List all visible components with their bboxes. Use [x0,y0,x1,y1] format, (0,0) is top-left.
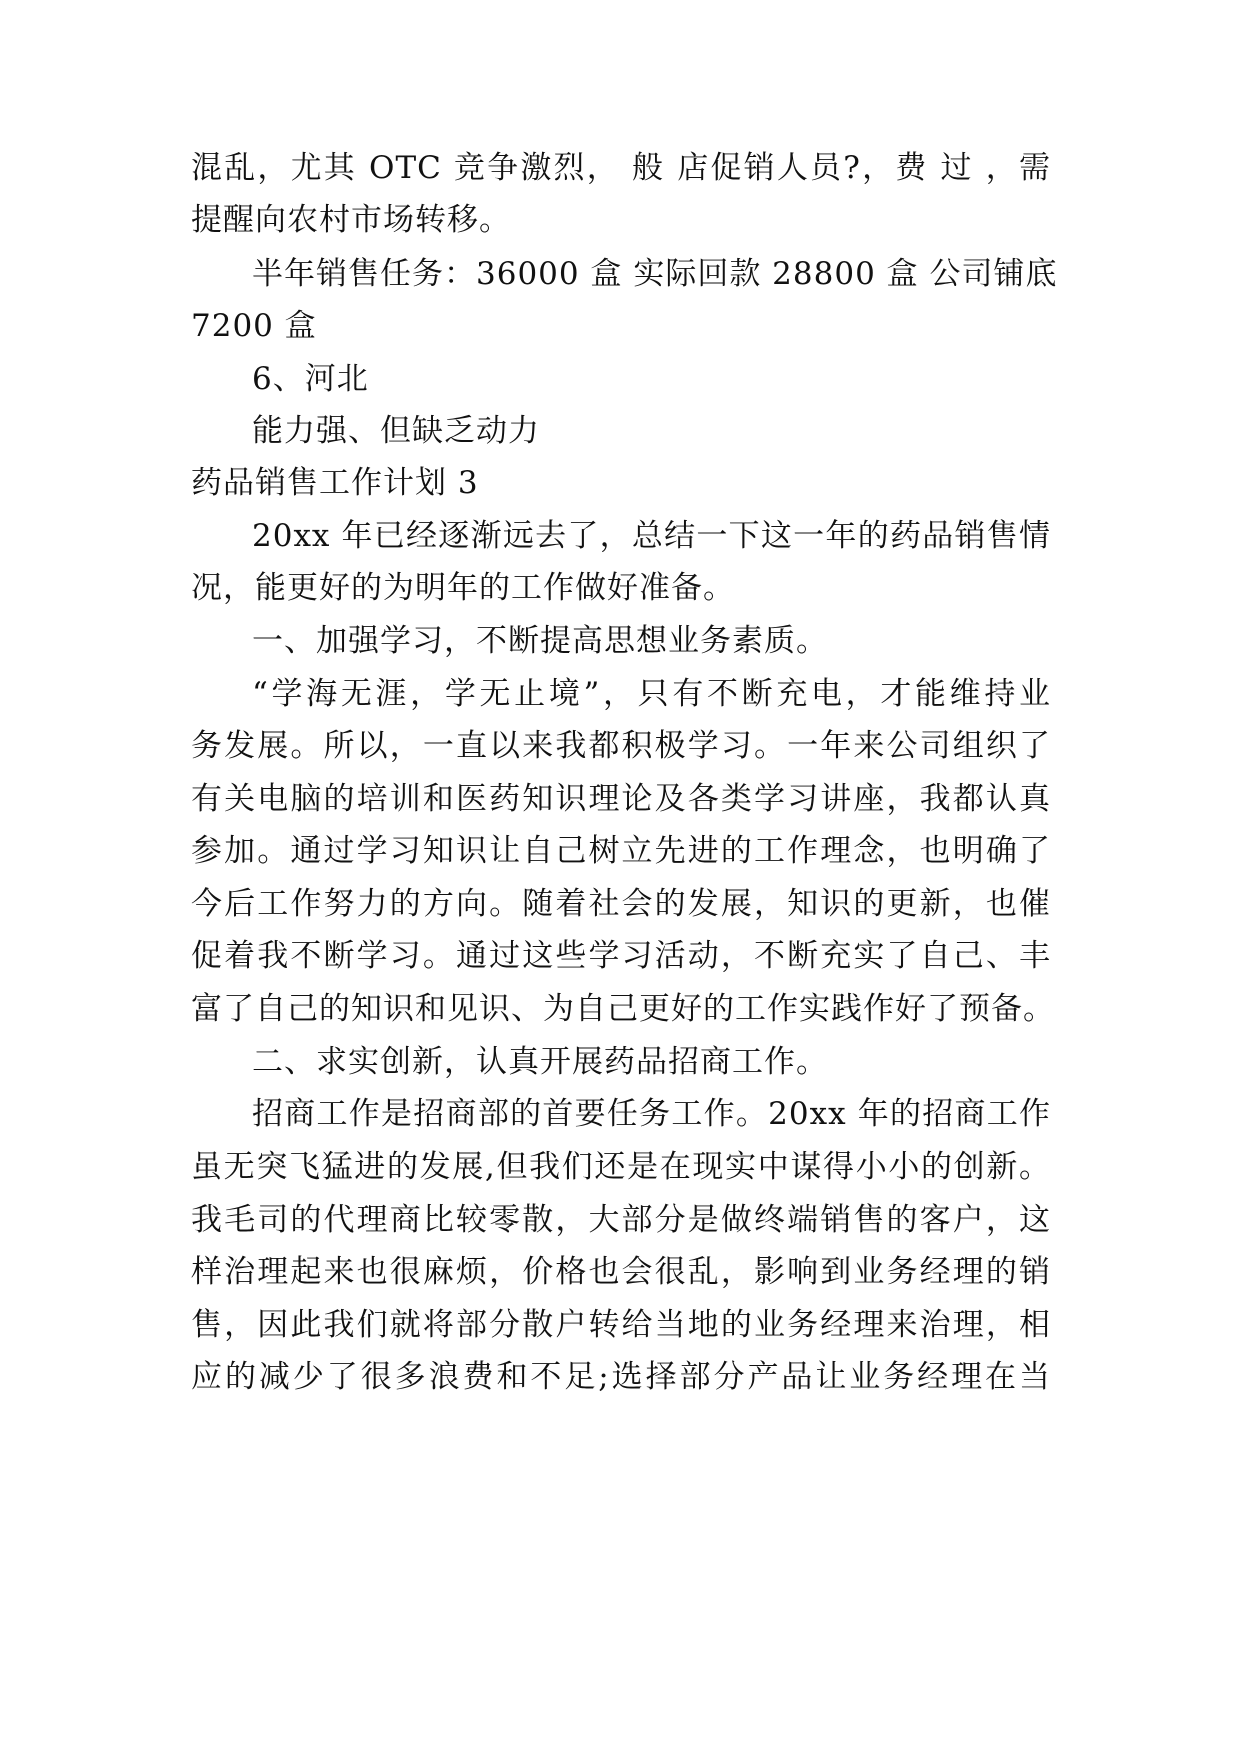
text-line: 促着我不断学习。通过这些学习活动，不断充实了自己、丰 [191,938,1051,974]
text-line: “学海无涯，学无止境”，只有不断充电，才能维持业 [252,676,1051,712]
text-line: 招商工作是招商部的首要任务工作。20xx 年的招商工作 [252,1096,1051,1132]
text-line: 20xx 年已经逐渐远去了，总结一下这一年的药品销售情 [252,518,1051,554]
text-line: 样治理起来也很麻烦，价格也会很乱，影响到业务经理的销 [191,1254,1051,1290]
text-line: 虽无突飞猛进的发展,但我们还是在现实中谋得小小的创新。 [191,1149,1051,1185]
text-line: 参加。通过学习知识让自己树立先进的工作理念，也明确了 [191,833,1051,869]
text-line: 提醒向农村市场转移。 [191,202,511,238]
text-line: 有关电脑的培训和医药知识理论及各类学习讲座，我都认真 [191,781,1051,817]
text-line: 能力强、但缺乏动力 [252,413,540,449]
text-line: 7200 盒 [191,308,317,344]
text-line: 务发展。所以，一直以来我都积极学习。一年来公司组织了 [191,728,1051,764]
text-line: 富了自己的知识和见识、为自己更好的工作实践作好了预备。 [191,991,1055,1027]
section-heading: 二、求实创新，认真开展药品招商工作。 [252,1044,828,1080]
section-heading: 一、加强学习，不断提高思想业务素质。 [252,623,828,659]
text-line: 今后工作努力的方向。随着社会的发展，知识的更新，也催 [191,886,1051,922]
text-line: 况，能更好的为明年的工作做好准备。 [191,570,735,606]
text-line: 应的减少了很多浪费和不足;选择部分产品让业务经理在当 [191,1359,1051,1395]
text-line: 我毛司的代理商比较零散，大部分是做终端销售的客户，这 [191,1202,1051,1238]
text-line: 售，因此我们就将部分散户转给当地的业务经理来治理，相 [191,1307,1051,1343]
section-heading: 6、河北 [252,361,369,397]
text-line: 半年销售任务：36000 盒 实际回款 28800 盒 公司铺底 [252,256,1058,292]
text-line: 混乱，尤其 OTC 竞争激烈， 般 店促销人员?，费 过 ，需 [191,150,1051,186]
section-title: 药品销售工作计划 3 [191,465,479,501]
